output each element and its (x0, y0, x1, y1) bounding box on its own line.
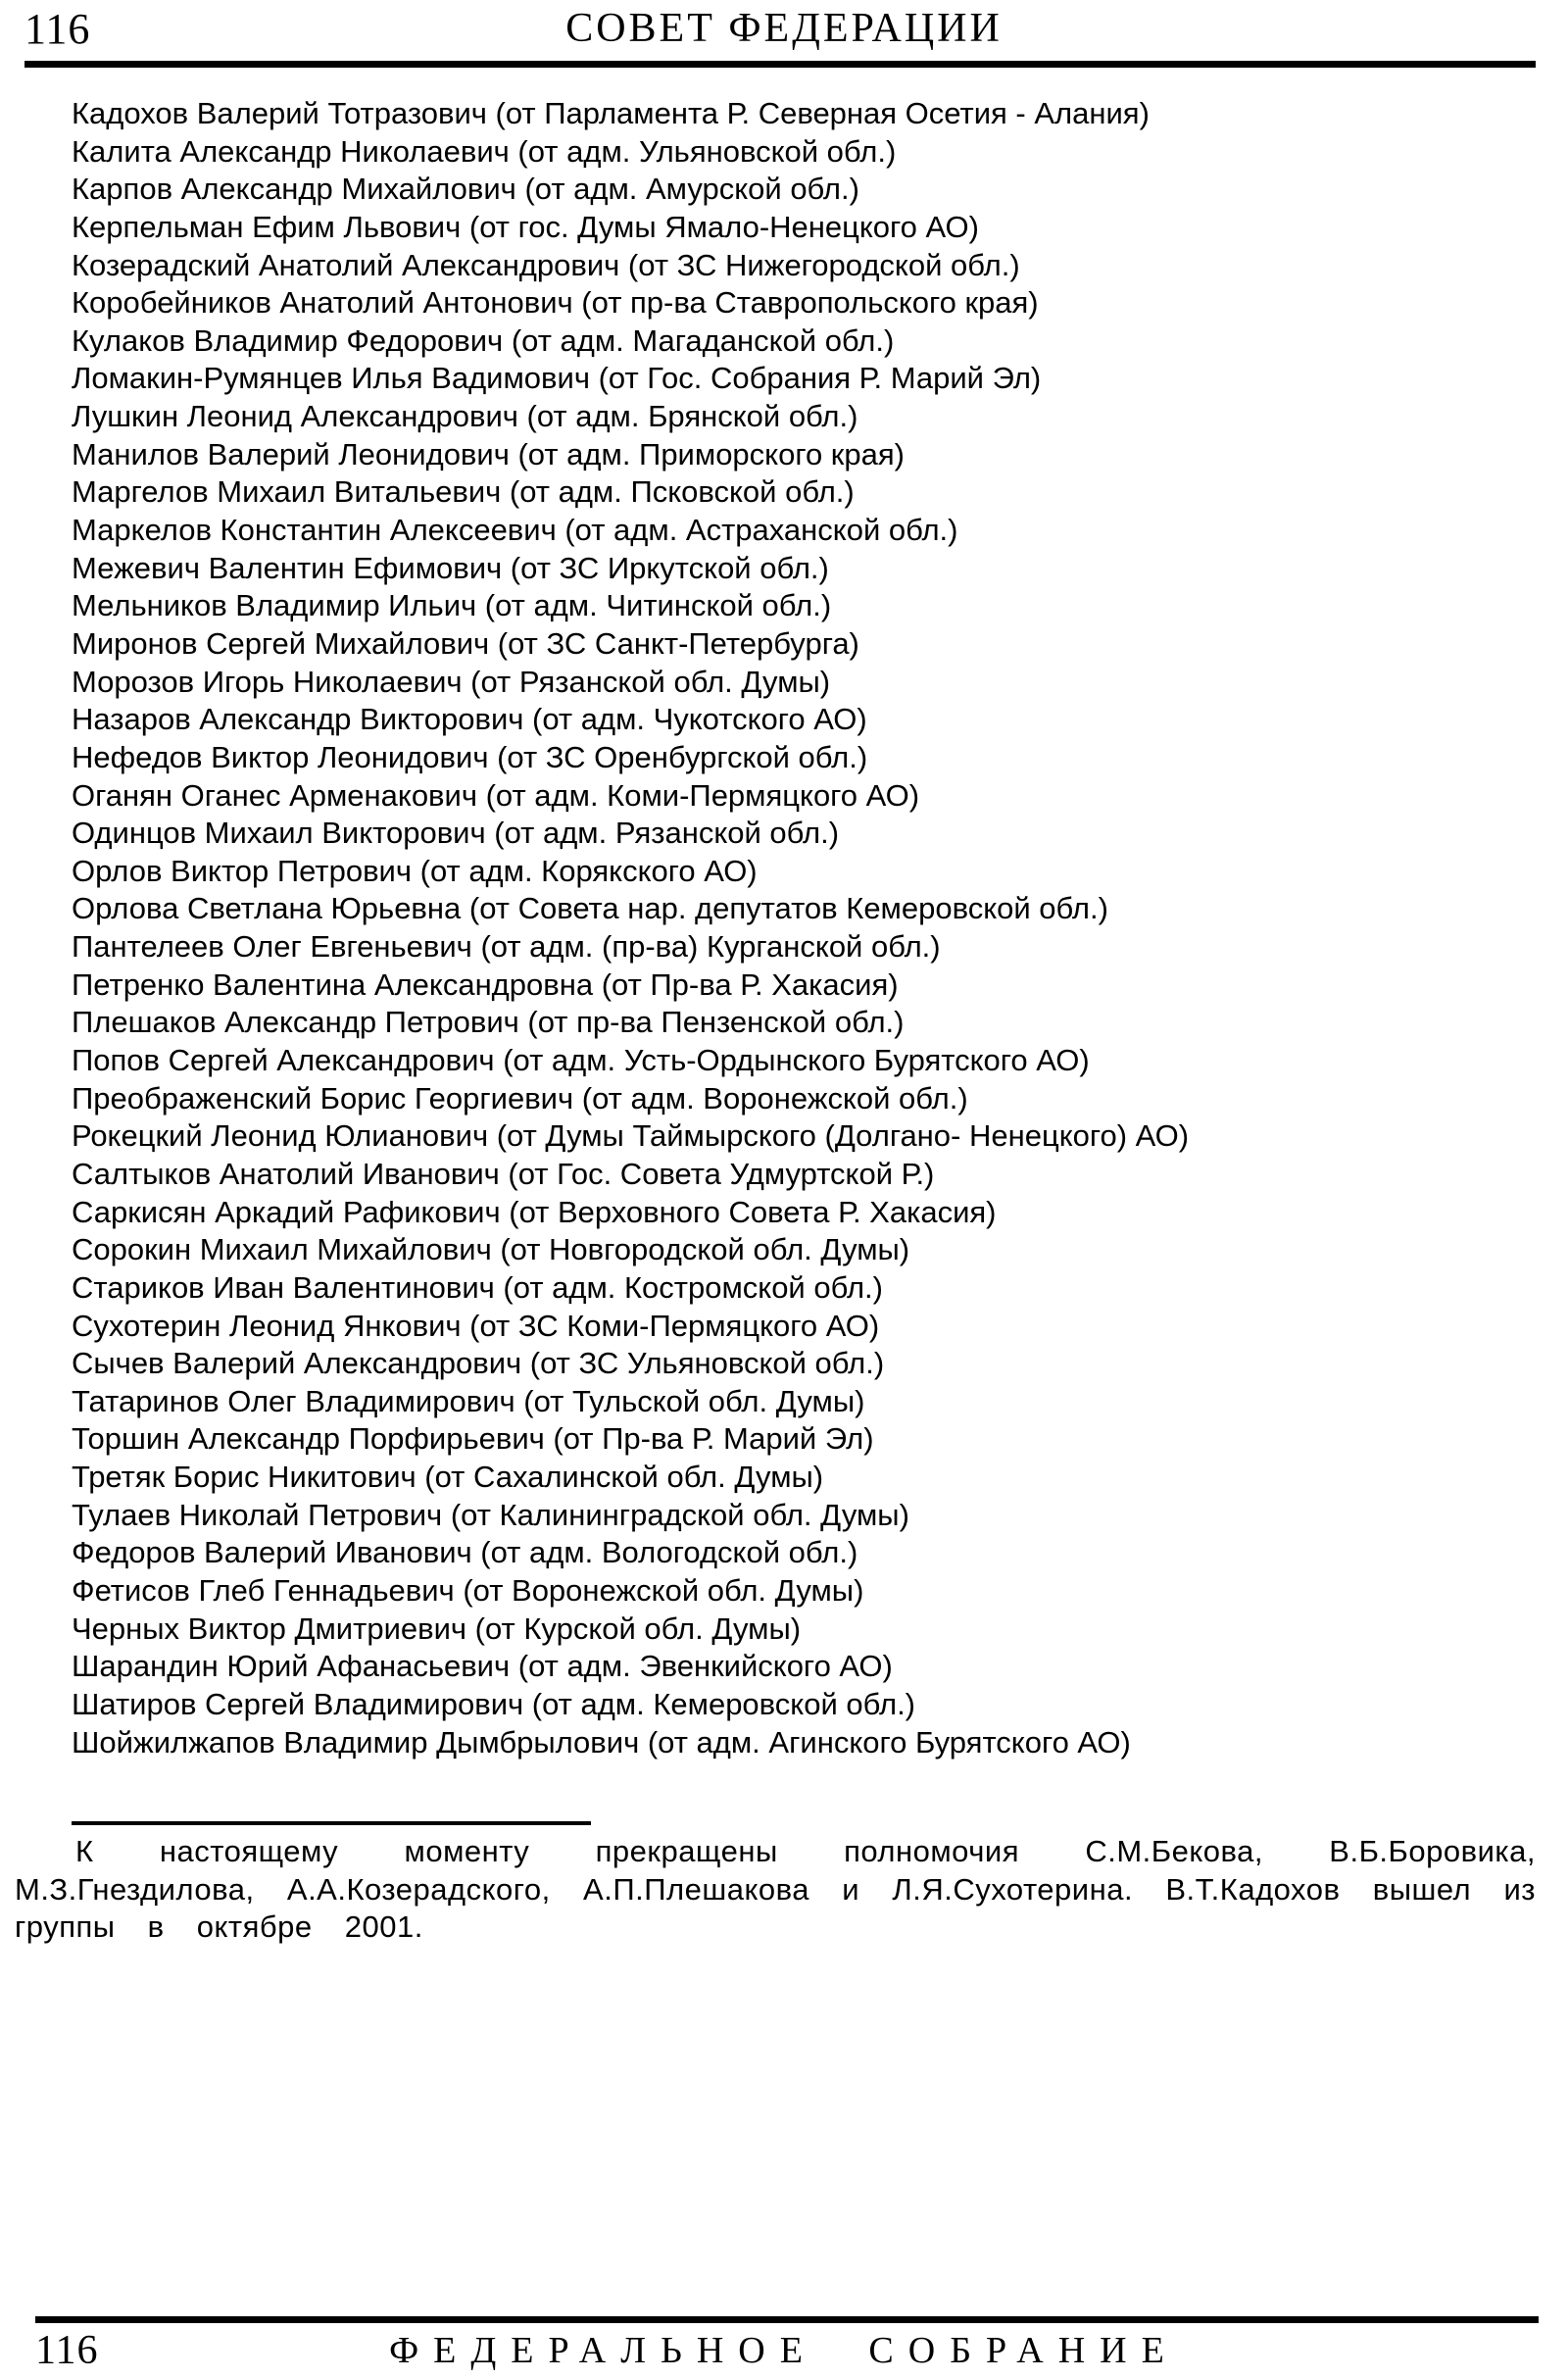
list-item: Пантелеев Олег Евгеньевич (от адм. (пр-ва) Курганской обл.) (72, 929, 941, 965)
list-item: Салтыков Анатолий Иванович (от Гос. Совета Удмуртской Р.) (72, 1156, 935, 1191)
list-item: Черных Виктор Дмитриевич (от Курской обл. Думы) (72, 1611, 802, 1646)
list-item: Маргелов Михаил Витальевич (от адм. Псковской обл.) (72, 474, 855, 510)
header-page-number: 116 (24, 5, 91, 53)
members-list (72, 95, 1189, 1761)
list-item: Петренко Валентина Александровна (от Пр-ва Р. Хакасия) (72, 966, 899, 1002)
list-item: Орлов Виктор Петрович (от адм. Корякского АО) (72, 853, 758, 888)
footer-rule (35, 2316, 1539, 2323)
list-item: Орлова Светлана Юрьевна (от Совета нар. депутатов Кемеровской обл.) (72, 891, 1108, 926)
list-item: Коробейников Анатолий Антонович (от пр-ва Ставропольского края) (72, 285, 1039, 321)
footnote-text: К настоящему моменту прекращены полномочия С.М.Бекова, В.Б.Боровика, М.З.Гнездилова, А.А.Козерадского, А.П.Плешакова и Л.Я.Сухотерина. В.Т.Кадохов вышел из группы в октябре 2001. (15, 1834, 1536, 1945)
list-item: Одинцов Михаил Викторович (от адм. Рязанской обл.) (72, 816, 840, 851)
list-item: Преображенский Борис Георгиевич (от адм. Воронежской обл.) (72, 1080, 968, 1115)
list-item: Керпельман Ефим Львович (от гос. Думы Ямало-Ненецкого АО) (72, 209, 979, 244)
list-item: Тулаев Николай Петрович (от Калининградской обл. Думы) (72, 1497, 909, 1532)
list-item: Миронов Сергей Михайлович (от ЗС Санкт-Петербурга) (72, 625, 859, 661)
footer-title: ФЕДЕРАЛЬНОЕ СОБРАНИЕ (389, 2330, 1179, 2371)
list-item: Фетисов Глеб Геннадьевич (от Воронежской обл. Думы) (72, 1572, 864, 1608)
list-item: Назаров Александр Викторович (от адм. Чукотского АО) (72, 702, 867, 737)
list-item: Шатиров Сергей Владимирович (от адм. Кемеровской обл.) (72, 1686, 916, 1721)
list-item: Сычев Валерий Александрович (от ЗС Ульяновской обл.) (72, 1346, 885, 1381)
list-item: Ломакин-Румянцев Илья Вадимович (от Гос. Собрания Р. Марий Эл) (72, 361, 1042, 396)
header-rule (24, 61, 1536, 68)
list-item: Морозов Игорь Николаевич (от Рязанской обл. Думы) (72, 664, 831, 699)
list-item: Плешаков Александр Петрович (от пр-ва Пензенской обл.) (72, 1005, 905, 1040)
list-item: Маркелов Константин Алексеевич (от адм. Астраханской обл.) (72, 513, 958, 548)
list-item: Федоров Валерий Иванович (от адм. Вологодской обл.) (72, 1535, 858, 1570)
list-item: Лушкин Леонид Александрович (от адм. Брянской обл.) (72, 399, 858, 434)
list-item: Карпов Александр Михайлович (от адм. Амурской обл.) (72, 172, 859, 207)
list-item: Саркисян Аркадий Рафикович (от Верховного Совета Р. Хакасия) (72, 1194, 997, 1229)
list-item: Кадохов Валерий Тотразович (от Парламента Р. Северная Осетия - Алания) (72, 96, 1150, 130)
list-item: Татаринов Олег Владимирович (от Тульской обл. Думы) (72, 1383, 865, 1418)
footer-page-number: 116 (35, 2328, 99, 2373)
list-item: Сухотерин Леонид Янкович (от ЗС Коми-Пермяцкого АО) (72, 1308, 880, 1343)
list-item: Стариков Иван Валентинович (от адм. Костромской обл.) (72, 1269, 883, 1305)
list-item: Торшин Александр Порфирьевич (от Пр-ва Р. Марий Эл) (72, 1421, 874, 1457)
list-item: Межевич Валентин Ефимович (от ЗС Иркутской обл.) (72, 550, 829, 585)
list-item: Шойжилжапов Владимир Дымбрылович (от адм. Агинского Бурятского АО) (72, 1724, 1131, 1759)
list-item: Шарандин Юрий Афанасьевич (от адм. Эвенкийского АО) (72, 1649, 893, 1684)
list-item: Нефедов Виктор Леонидович (от ЗС Оренбургской обл.) (72, 739, 868, 774)
header-title: СОВЕТ ФЕДЕРАЦИИ (565, 6, 1003, 51)
list-item: Козерадский Анатолий Александрович (от ЗС Нижегородской обл.) (72, 247, 1020, 282)
list-item: Третяк Борис Никитович (от Сахалинской обл. Думы) (72, 1460, 824, 1495)
list-item: Сорокин Михаил Михайлович (от Новгородской обл. Думы) (72, 1232, 910, 1267)
list-item: Мельников Владимир Ильич (от адм. Читинской обл.) (72, 588, 832, 623)
list-item: Калита Александр Николаевич (от адм. Ульяновской обл.) (72, 133, 897, 169)
list-item: Кулаков Владимир Федорович (от адм. Магаданской обл.) (72, 322, 895, 358)
list-item: Оганян Оганес Арменакович (от адм. Коми-Пермяцкого АО) (72, 777, 920, 813)
list-item: Манилов Валерий Леонидович (от адм. Приморского края) (72, 436, 905, 471)
footnote-separator (72, 1821, 591, 1825)
list-item: Попов Сергей Александрович (от адм. Усть-Ордынского Бурятского АО) (72, 1043, 1090, 1078)
list-item: Рокецкий Леонид Юлианович (от Думы Таймырского (Долгано- Ненецкого) АО) (72, 1118, 1190, 1154)
